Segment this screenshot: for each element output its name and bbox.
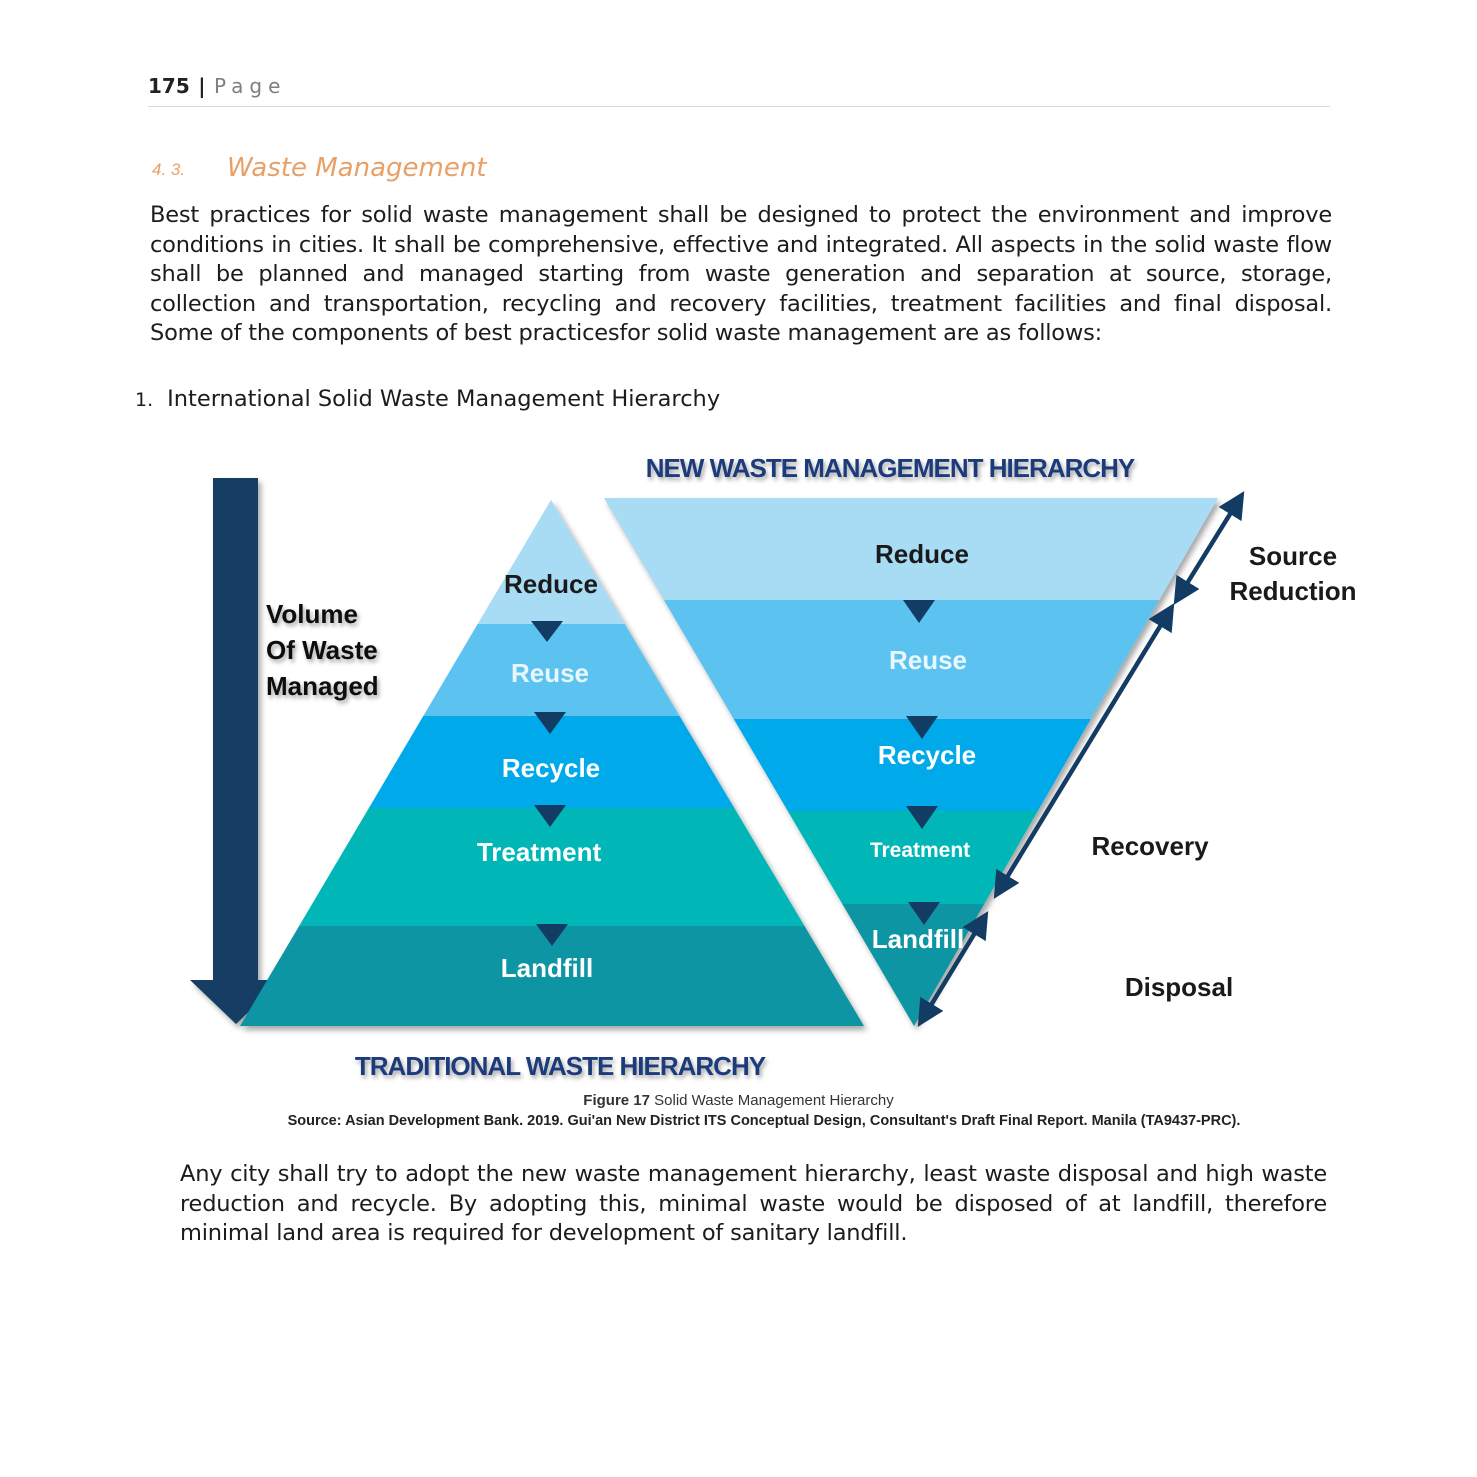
volume-arrow bbox=[190, 478, 282, 1024]
closing-paragraph: Any city shall try to adopt the new waste management hierarchy, least waste disposal and high waste reduction and recycle. By adopting this, minimal waste would be disposed of at landfill, therefore minimal land area is required for development of sanitary landfill. bbox=[180, 1161, 1327, 1246]
trad-label-reuse: Reuse bbox=[510, 658, 590, 688]
label-reduction: Reduction bbox=[1229, 576, 1357, 606]
list-item-text: International Solid Waste Management Hierarchy bbox=[167, 386, 721, 412]
label-source: Source bbox=[1248, 541, 1338, 571]
intro-paragraph: Best practices for solid waste management shall be designed to protect the environment and improve conditions in cities. It shall be comprehensive, effective and integrated. All aspects in the solid waste flow shall be planned and managed starting from waste generation and separation at source, storage, collection and transportation, recycling and recovery facilities, treatment facilities and final disposal. Some of the components of best practicesfor solid waste management are as follows: bbox=[150, 202, 1332, 346]
trad-label-treatment: Treatment bbox=[476, 837, 602, 867]
arrow-label-line2: Of Waste bbox=[266, 635, 378, 665]
traditional-hierarchy-title: TRADITIONAL WASTE HIERARCHY bbox=[354, 1051, 766, 1081]
label-recovery: Recovery bbox=[1091, 831, 1209, 861]
arrow-label-line3: Managed bbox=[266, 671, 379, 701]
figure-source: Source: Asian Development Bank. 2019. Gui'an New District ITS Conceptual Design, Consultant's Draft Final Report. Manila (TA9437-PRC). bbox=[287, 1113, 1241, 1129]
new-label-recycle: Recycle bbox=[877, 740, 977, 770]
figure-caption bbox=[0, 1092, 1477, 1109]
header-separator: | bbox=[198, 74, 206, 98]
page-label: Page bbox=[213, 74, 287, 98]
trad-label-landfill: Landfill bbox=[500, 953, 594, 983]
new-label-reuse: Reuse bbox=[888, 645, 968, 675]
new-label-landfill: Landfill bbox=[871, 924, 965, 954]
caption-label: Figure 17 bbox=[583, 1092, 650, 1109]
new-label-treatment: Treatment bbox=[869, 839, 971, 862]
section-number: 4. 3. bbox=[152, 160, 186, 179]
caption-text: Solid Waste Management Hierarchy bbox=[654, 1092, 894, 1109]
new-label-reduce: Reduce bbox=[875, 539, 969, 569]
trad-label-recycle: Recycle bbox=[501, 753, 601, 783]
section-title: Waste Management bbox=[227, 153, 487, 183]
new-hierarchy-title: NEW WASTE MANAGEMENT HIERARCHY bbox=[645, 453, 1135, 483]
page-number: 175 bbox=[148, 74, 190, 98]
trad-label-reduce: Reduce bbox=[504, 569, 598, 599]
list-item-number: 1. bbox=[135, 389, 154, 411]
arrow-label-line1: Volume bbox=[266, 599, 358, 629]
label-disposal: Disposal bbox=[1124, 972, 1234, 1002]
